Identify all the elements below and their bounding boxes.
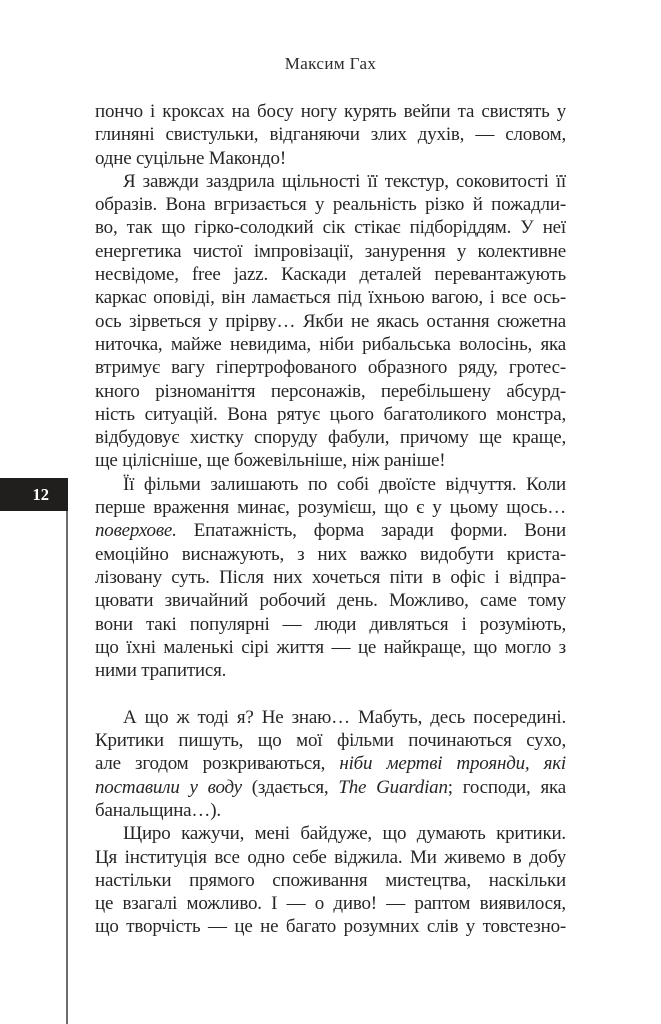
text-line	[95, 310, 566, 333]
text-segment: що творчість — це не багато розумних слів у товстезно-	[95, 916, 566, 938]
text-line	[95, 403, 566, 426]
text-line	[95, 216, 566, 239]
text-line	[95, 449, 566, 472]
text-segment: Епатажність, форма заради форми. Вони	[176, 520, 566, 542]
text-segment: лізовану суть. Після них хочеться піти в офіс і відпра-	[95, 566, 566, 588]
text-segment: во, так що гірко-солодкий сік стікає підборіддям. У неї	[95, 217, 566, 239]
text-segment: банальщина…).	[95, 799, 221, 821]
text-line	[95, 706, 566, 729]
text-segment: це взагалі можливо. І — о диво! — раптом виявилося,	[95, 893, 566, 915]
text-segment: енергетика чистої імпровізації, занурення у колективне	[95, 240, 566, 262]
text-line	[95, 566, 566, 589]
text-line	[95, 123, 566, 146]
text-line	[95, 589, 566, 612]
text-segment: відбудовує хистку споруду фабули, причому ще краще,	[95, 427, 566, 449]
italic-text: ніби мертві троянди, які	[339, 753, 566, 775]
text-line	[95, 496, 566, 519]
text-segment: настільки прямого споживання мистецтва, наскільки	[95, 869, 566, 891]
text-line	[95, 426, 566, 449]
text-line	[95, 776, 566, 799]
text-segment: каркас оповіді, він ламається під їхньою вагою, і все ось-	[95, 287, 566, 309]
text-line	[95, 519, 566, 542]
paragraph	[95, 100, 566, 170]
body-text	[95, 100, 566, 939]
text-line	[95, 752, 566, 775]
text-segment: пончо і кроксах на босу ногу курять вейпи та свистять у	[95, 101, 566, 122]
text-segment: глиняні свистульки, відганяючи злих духів, — словом,	[95, 124, 566, 146]
text-line	[95, 333, 566, 356]
italic-text: поверхове.	[95, 520, 177, 542]
text-segment: Щиро кажучи, мені байдуже, що думають критики.	[123, 823, 566, 845]
text-line	[95, 915, 566, 938]
text-segment: ще цілісніше, ще божевільніше, ніж раніше!	[95, 450, 446, 472]
text-segment: втримує вагу гіпертрофованого образного ряду, гротес-	[95, 357, 566, 379]
text-segment: несвідоме, free jazz. Каскади деталей перевантажують	[95, 264, 566, 286]
text-line	[95, 286, 566, 309]
text-segment: перше враження минає, розумієш, що є у цьому щось…	[95, 497, 566, 519]
italic-text: поставили у воду	[95, 776, 242, 798]
paragraph	[95, 822, 566, 938]
italic-text: The Guardian	[338, 776, 448, 798]
text-segment: образів. Вона вгризається у реальність різко й пожадли-	[95, 194, 566, 216]
text-segment: ось зірветься у прірву… Якби не якась остання сюжетна	[95, 310, 566, 332]
text-line	[95, 147, 566, 170]
text-line	[95, 170, 566, 193]
paragraph	[95, 706, 566, 822]
text-line	[95, 473, 566, 496]
running-header-author: Максим Гах	[284, 54, 377, 73]
text-line	[95, 240, 566, 263]
text-segment: Я завжди заздрила щільності її текстур, соковитості її	[123, 170, 566, 192]
text-segment: ниточка, майже невидима, ніби рибальська волосінь, яка	[95, 333, 566, 355]
text-segment: Її фільми залишають по собі двоїсте відчуття. Коли	[123, 473, 566, 495]
text-line	[95, 846, 566, 869]
text-line	[95, 193, 566, 216]
text-segment: що їхні маленькі сірі життя — це найкраще, що могло з	[95, 636, 566, 658]
text-segment: цювати звичайний робочий день. Можливо, саме тому	[95, 590, 566, 612]
text-segment: емоційно виснажують, з них важко видобути криста-	[95, 543, 566, 565]
text-segment: Критики пишуть, що мої фільми починаються сухо,	[95, 730, 566, 752]
text-line	[95, 613, 566, 636]
text-line	[95, 356, 566, 379]
text-segment: але згодом розкриваються,	[95, 753, 340, 775]
text-segment: ними трапитися.	[95, 660, 227, 682]
paragraph	[95, 170, 566, 473]
page-number-badge	[0, 478, 68, 511]
text-line	[95, 543, 566, 566]
text-line	[95, 380, 566, 403]
text-line	[95, 822, 566, 845]
paragraph	[95, 473, 566, 683]
text-segment: ; господи, яка	[447, 776, 566, 798]
text-line	[95, 729, 566, 752]
text-line	[95, 100, 566, 123]
text-segment: одне суцільне Макондо!	[95, 147, 286, 169]
margin-rule-line	[66, 511, 68, 1024]
text-segment: (здається,	[241, 776, 339, 798]
text-segment: А що ж тоді я? Не знаю… Мабуть, десь посередині.	[123, 706, 566, 728]
text-line	[95, 869, 566, 892]
text-segment: вони такі популярні — люди дивляться і розуміють,	[95, 613, 566, 635]
text-segment: кного різноманіття персонажів, перебільшену абсурд-	[95, 380, 566, 402]
text-line	[95, 892, 566, 915]
page-number: 12	[32, 484, 49, 504]
text-line	[95, 636, 566, 659]
text-line	[95, 263, 566, 286]
text-line	[95, 659, 566, 682]
text-line	[95, 799, 566, 822]
text-segment: Ця інституція все одно себе віджила. Ми живемо в добу	[95, 846, 566, 868]
text-segment: ність ситуацій. Вона рятує цього багатоликого монстра,	[95, 403, 566, 425]
